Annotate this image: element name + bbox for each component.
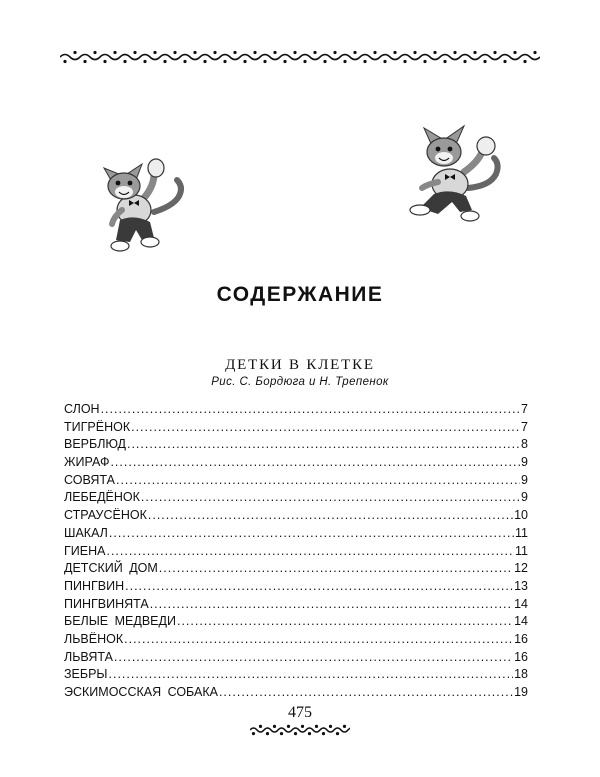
toc-entry-page: 9 — [521, 455, 528, 470]
toc-entry-title: ТИГРЁНОК — [64, 419, 131, 434]
toc-entry-title: ПИНГВИНЯТА — [64, 596, 149, 611]
toc-entry-title: ЛЬВЯТА — [64, 649, 113, 664]
bottom-ornament — [250, 722, 350, 738]
toc-leader-dots — [177, 613, 513, 631]
toc-entry-page: 14 — [514, 596, 528, 611]
toc-entry-page: 12 — [514, 561, 528, 576]
toc-entry — [64, 454, 528, 472]
toc-leader-dots — [141, 489, 520, 507]
toc-leader-dots — [109, 666, 514, 684]
toc-leader-dots — [125, 578, 513, 596]
section-credit: Рис. С. Бордюга и Н. Трепенок — [211, 376, 389, 388]
toc-leader-dots — [106, 543, 514, 561]
toc-leader-dots — [148, 507, 513, 525]
toc-entry — [64, 543, 528, 561]
toc-leader-dots — [131, 419, 520, 437]
cat-illustration-right — [398, 118, 516, 228]
toc-entry — [64, 507, 528, 525]
toc-entry-page: 18 — [514, 667, 528, 682]
toc-entry — [64, 472, 528, 490]
toc-entry-page: 10 — [514, 508, 528, 523]
toc-leader-dots — [110, 454, 520, 472]
toc-entry-page: 14 — [514, 614, 528, 629]
toc-entry-page: 11 — [515, 525, 528, 540]
toc-entry-title: СОВЯТА — [64, 472, 115, 487]
toc-entry — [64, 613, 528, 631]
toc-entry-page: 16 — [514, 631, 528, 646]
toc-entry-title: СЛОН — [64, 402, 100, 416]
toc-entry-page: 16 — [514, 649, 528, 664]
toc-entry-title: ДЕТСКИЙ ДОМ — [64, 561, 158, 576]
toc-entry-title: ПИНГВИН — [64, 578, 125, 593]
toc-entry-title: ЗЕБРЫ — [64, 667, 108, 682]
toc-entry-title: ЛЬВЁНОК — [64, 631, 124, 646]
toc-leader-dots — [109, 525, 514, 543]
toc-entry — [64, 666, 528, 684]
toc-leader-dots — [219, 684, 513, 702]
cat-illustration-left — [84, 150, 194, 258]
toc-entry — [64, 560, 528, 578]
toc-entry — [64, 596, 528, 614]
page-title: СОДЕРЖАНИЕ — [216, 283, 384, 306]
toc-entry-title: ЛЕБЕДЁНОК — [64, 490, 140, 505]
toc-entry-page: 9 — [521, 490, 528, 505]
toc-entry-page: 8 — [521, 437, 528, 452]
toc-entry — [64, 419, 528, 437]
toc-leader-dots — [150, 596, 513, 614]
toc-entry — [64, 401, 528, 419]
section-title: ДЕТКИ В КЛЕТКЕ — [225, 357, 375, 373]
toc-entry-title: ВЕРБЛЮД — [64, 437, 126, 452]
toc-entry — [64, 436, 528, 454]
toc-leader-dots — [159, 560, 513, 578]
toc-entry — [64, 684, 528, 702]
toc-leader-dots — [124, 631, 513, 649]
toc-entry-title: СТРАУСЁНОК — [64, 508, 147, 523]
toc-entry-page: 19 — [514, 685, 528, 699]
toc-entry-title: ЖИРАФ — [64, 455, 110, 470]
toc-entry — [64, 631, 528, 649]
toc-entry — [64, 578, 528, 596]
toc-entry-page: 9 — [521, 472, 528, 487]
toc-leader-dots — [114, 649, 513, 667]
toc-entry-title: ГИЕНА — [64, 543, 106, 558]
table-of-contents — [64, 401, 528, 702]
toc-entry-title: ШАКАЛ — [64, 525, 108, 540]
toc-leader-dots — [116, 472, 520, 490]
toc-entry-page: 13 — [514, 578, 528, 593]
toc-leader-dots — [101, 401, 520, 419]
toc-entry-page: 7 — [521, 402, 528, 416]
toc-entry — [64, 489, 528, 507]
page-number: 475 — [288, 704, 312, 721]
toc-entry-page: 11 — [515, 543, 528, 558]
toc-entry — [64, 525, 528, 543]
toc-entry — [64, 649, 528, 667]
toc-entry-title: БЕЛЫЕ МЕДВЕДИ — [64, 614, 176, 629]
toc-leader-dots — [127, 436, 520, 454]
toc-entry-page: 7 — [521, 419, 528, 434]
top-ornament — [60, 46, 540, 68]
toc-entry-title: ЭСКИМОССКАЯ СОБАКА — [64, 685, 218, 699]
